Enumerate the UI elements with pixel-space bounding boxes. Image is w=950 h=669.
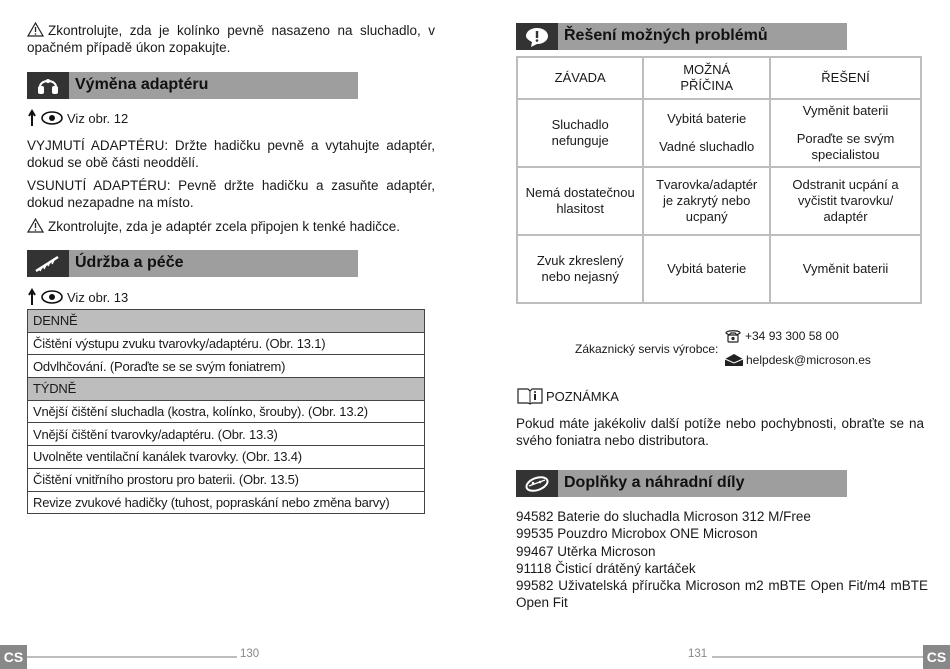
table-cell: Čištění vnitřního prostoru pro baterii. (Obr. 13.5) xyxy=(28,468,425,491)
insert-adapter-text: VSUNUTÍ ADAPTÉRU: Pevně držte hadičku a zasuňte adaptér, dokud nezapadne na místo. xyxy=(27,178,435,210)
table-cell: Čištění výstupu zvuku tvarovky/adaptéru. (Obr. 13.1) xyxy=(28,332,425,355)
accessories-section-header xyxy=(516,470,847,497)
adapter-figure-ref-text: Viz obr. 12 xyxy=(67,110,129,126)
care-figure-ref-text: Viz obr. 13 xyxy=(67,289,129,305)
note-text: Pokud máte jakékoliv další potíže nebo pochybnosti, obraťte se na svého foniatra nebo distributora. xyxy=(516,416,924,448)
service-label: Zákaznický servis výrobce: xyxy=(575,342,719,356)
book-info-icon xyxy=(516,387,544,405)
check-adapter-text: Zkontrolujte, zda je adaptér zcela připojen k tenké hadičce. xyxy=(48,219,400,234)
fault-cell: Nemá dostatečnou hlasitost xyxy=(517,167,643,235)
service-email xyxy=(724,353,871,367)
cause-cell: Vybitá baterie xyxy=(643,235,770,303)
accessories-icon xyxy=(516,470,558,497)
exclamation-bubble-icon xyxy=(516,23,558,50)
page-number-left: 130 xyxy=(240,648,260,660)
table-header-row xyxy=(28,310,425,333)
cause-cell xyxy=(643,99,770,167)
table-row xyxy=(28,491,425,514)
table-cell: Revize zvukové hadičky (tuhost, popraskání nebo změna barvy) xyxy=(28,491,425,514)
footer-line-right xyxy=(712,656,923,658)
remove-adapter-text: VYJMUTÍ ADAPTÉRU: Držte hadičku pevně a vytahujte adaptér, dokud se obě části neoddělí. xyxy=(27,138,435,170)
check-nozzle-text: Zkontrolujte, zda je kolínko pevně nasazeno na sluchadlo, v opačném případě úkon zopakujte. xyxy=(27,23,435,55)
footer-line-left xyxy=(27,656,237,658)
note-heading xyxy=(516,387,619,405)
cause-text: Vybitá baterie xyxy=(667,111,747,126)
table-cell: DENNĚ xyxy=(28,310,425,333)
service-phone xyxy=(724,329,839,343)
table-cell: Odvlhčování. (Poraďte se se svým foniatrem) xyxy=(28,355,425,378)
lang-badge-left: CS xyxy=(0,645,27,669)
care-section-header xyxy=(27,250,358,277)
check-adapter-warning xyxy=(27,218,435,235)
hearing-aid-adapter-icon xyxy=(27,72,69,99)
table-row xyxy=(28,468,425,491)
note-label: POZNÁMKA xyxy=(546,388,619,404)
list-item: 99582 Uživatelská příručka Microson m2 mBTE Open Fit/m4 mBTE Open Fit xyxy=(516,578,928,611)
check-nozzle-warning xyxy=(27,22,435,56)
adapter-figure-ref xyxy=(28,109,128,127)
service-phone-text: +34 93 300 58 00 xyxy=(745,329,839,343)
cause-text: Vadné sluchadlo xyxy=(659,139,755,154)
page-number-right: 131 xyxy=(688,648,708,660)
finger-eye-icon xyxy=(28,109,64,127)
table-row xyxy=(28,423,425,446)
warning-icon xyxy=(27,218,44,233)
lang-badge-right: CS xyxy=(923,645,950,669)
finger-eye-icon xyxy=(28,288,64,306)
table-cell: TÝDNĚ xyxy=(28,378,425,401)
warning-icon xyxy=(27,22,44,37)
header-solution: ŘEŠENÍ xyxy=(770,57,921,99)
list-item: 99535 Pouzdro Microbox ONE Microson xyxy=(516,526,758,542)
cause-cell: Tvarovka/adaptér je zakrytý nebo ucpaný xyxy=(643,167,770,235)
list-item: 91118 Čisticí drátěný kartáček xyxy=(516,560,696,576)
table-header-row xyxy=(28,378,425,401)
list-item: 99467 Utěrka Microson xyxy=(516,543,656,559)
table-row xyxy=(28,400,425,423)
phone-icon xyxy=(724,329,742,343)
adapter-section-title: Výměna adaptéru xyxy=(75,76,209,93)
accessories-list xyxy=(516,508,928,612)
maintenance-table xyxy=(27,309,425,514)
header-fault: ZÁVADA xyxy=(517,57,643,99)
table-cell: Vnější čištění tvarovky/adaptéru. (Obr. 13.3) xyxy=(28,423,425,446)
table-row xyxy=(28,355,425,378)
care-figure-ref xyxy=(28,288,128,306)
accessories-section-title: Doplňky a náhradní díly xyxy=(564,474,745,491)
header-cause: MOŽNÁ PŘÍČINA xyxy=(643,57,770,99)
adapter-section-header xyxy=(27,72,358,99)
table-cell: Vnější čištění sluchadla (kostra, kolínko, šrouby). (Obr. 13.2) xyxy=(28,400,425,423)
table-row xyxy=(28,332,425,355)
brush-icon xyxy=(27,250,69,277)
solution-cell: Vyměnit baterii xyxy=(770,235,921,303)
solution-cell xyxy=(770,99,921,167)
problems-table xyxy=(516,56,922,304)
table-cell: Uvolněte ventilační kanálek tvarovky. (Obr. 13.4) xyxy=(28,446,425,469)
solution-text: Poraďte se svým specialistou xyxy=(796,131,895,162)
service-email-text: helpdesk@microson.es xyxy=(746,353,871,367)
problems-section-header xyxy=(516,23,847,50)
solution-text: Vyměnit baterii xyxy=(802,103,889,118)
problems-section-title: Řešení možných problémů xyxy=(564,27,768,44)
list-item: 94582 Baterie do sluchadla Microson 312 M/Free xyxy=(516,509,811,524)
care-section-title: Údržba a péče xyxy=(75,254,184,271)
fault-cell: Zvuk zkreslený nebo nejasný xyxy=(517,235,643,303)
fault-cell: Sluchadlo nefunguje xyxy=(517,99,643,167)
email-icon xyxy=(724,353,744,367)
solution-cell: Odstranit ucpání a vyčistit tvarovku/ adaptér xyxy=(770,167,921,235)
table-row xyxy=(28,446,425,469)
